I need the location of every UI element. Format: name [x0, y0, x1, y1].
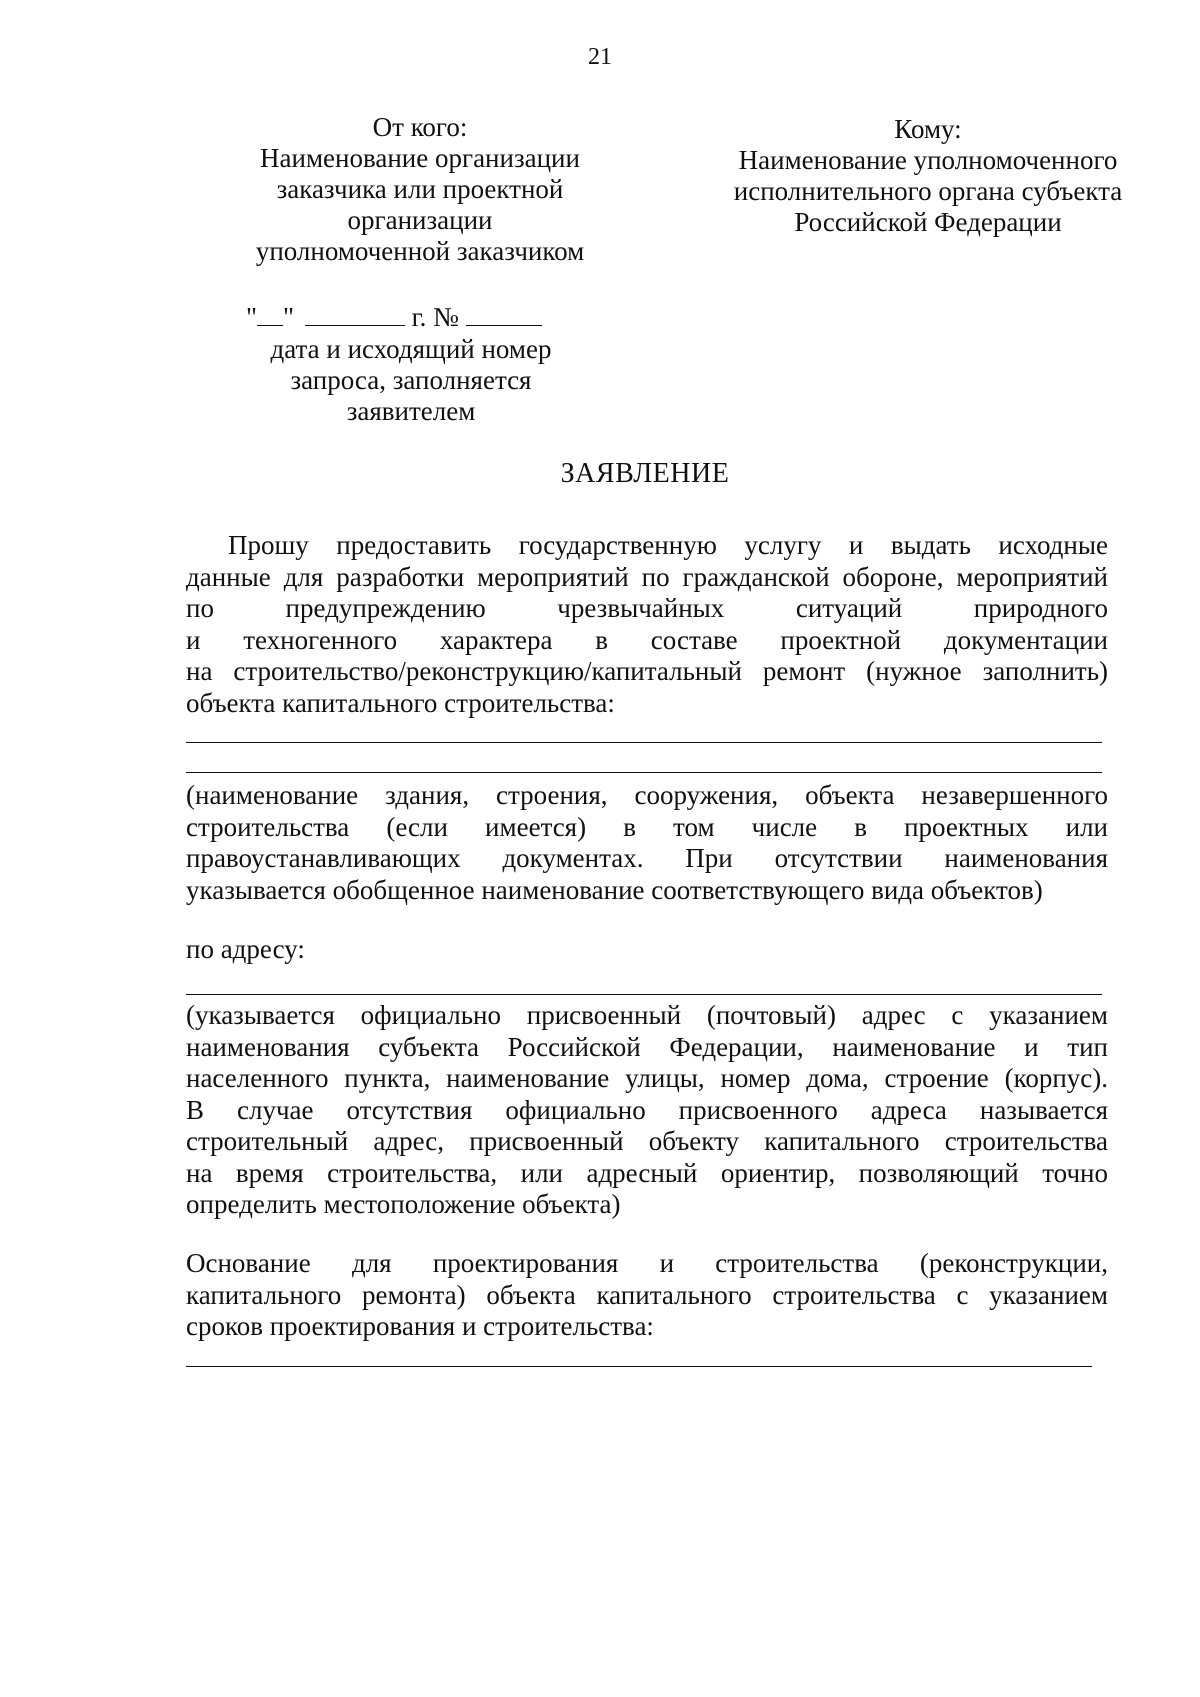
note-line: на время строительства, или адресный ориентир, позволяющий точно [186, 1157, 1108, 1188]
number-blank [466, 303, 542, 326]
note-line: строительства (если имеется) в том числе в проектных или [186, 811, 1108, 842]
sender-line: организации [347, 205, 493, 235]
request-paragraph [186, 530, 1108, 719]
day-blank [257, 303, 283, 326]
paragraph-line: Прошу предоставить государственную услугу и выдать исходные [228, 530, 1108, 560]
date-caption [246, 334, 576, 427]
paragraph-line: сроков проектирования и строительства: [186, 1311, 654, 1341]
date-caption-line: заявителем [346, 396, 476, 426]
note-line: определить местоположение объекта) [186, 1189, 621, 1219]
recipient-line: Наименование уполномоченного [738, 145, 1118, 175]
recipient-line: исполнительного органа субъекта [733, 176, 1123, 206]
note-line: (указывается официально присвоенный (почтовый) адрес с указанием [186, 1000, 1108, 1030]
date-number-field [246, 302, 542, 333]
date-caption-line: дата и исходящий номер [270, 334, 552, 364]
document-title: ЗАЯВЛЕНИЕ [560, 458, 730, 489]
quote-open: " [246, 302, 258, 332]
note-line: наименования субъекта Российской Федерации, наименование и тип [186, 1031, 1108, 1062]
recipient-heading: Кому: [894, 114, 962, 144]
year-number-label: г. № [411, 302, 459, 332]
recipient-block [686, 114, 1170, 238]
note-line: строительный адрес, присвоенный объекту капитального строительства [186, 1126, 1108, 1156]
recipient-line: Российской Федерации [794, 207, 1062, 237]
note-line: правоустанавливающих документах. При отсутствии наименования [186, 843, 1108, 873]
paragraph-line: данные для разработки мероприятий по гражданской обороне, мероприятий [186, 561, 1108, 592]
sender-block [200, 112, 640, 267]
note-line: указывается обобщенное наименование соответствующего вида объектов) [186, 874, 1043, 905]
note-line: населенного пункта, наименование улицы, номер дома, строение (корпус). [186, 1063, 1108, 1093]
paragraph-line: капитального ремонта) объекта капитального строительства с указанием [186, 1279, 1108, 1310]
basis-paragraph [186, 1248, 1108, 1343]
address-label: по адресу: [186, 934, 305, 964]
note-line: (наименование здания, строения, сооружения, объекта незавершенного [186, 780, 1108, 810]
quote-close: " [283, 302, 295, 332]
paragraph-line: на строительство/реконструкцию/капитальный ремонт (нужное заполнить) [186, 656, 1108, 686]
paragraph-line: по предупреждению чрезвычайных ситуаций природного [186, 593, 1108, 623]
note-line: В случае отсутствия официально присвоенного адреса называется [186, 1094, 1108, 1125]
object-note [186, 780, 1108, 906]
sender-line: заказчика или проектной [276, 174, 564, 204]
page-number: 21 [588, 44, 612, 70]
object-name-fill-line-2 [186, 772, 1102, 773]
month-blank [305, 303, 405, 326]
address-note [186, 1000, 1108, 1221]
paragraph-line: объекта капитального строительства: [186, 687, 615, 718]
sender-line: уполномоченной заказчиком [255, 236, 585, 266]
sender-line: Наименование организации [260, 143, 580, 173]
paragraph-line: и техногенного характера в составе проектной документации [186, 624, 1108, 655]
address-fill-line [186, 994, 1102, 995]
sender-heading: От кого: [372, 112, 468, 142]
date-caption-line: запроса, заполняется [290, 365, 532, 395]
basis-fill-line [186, 1366, 1092, 1367]
object-name-fill-line-1 [186, 742, 1102, 743]
paragraph-line: Основание для проектирования и строительства (реконструкции, [186, 1248, 1108, 1278]
